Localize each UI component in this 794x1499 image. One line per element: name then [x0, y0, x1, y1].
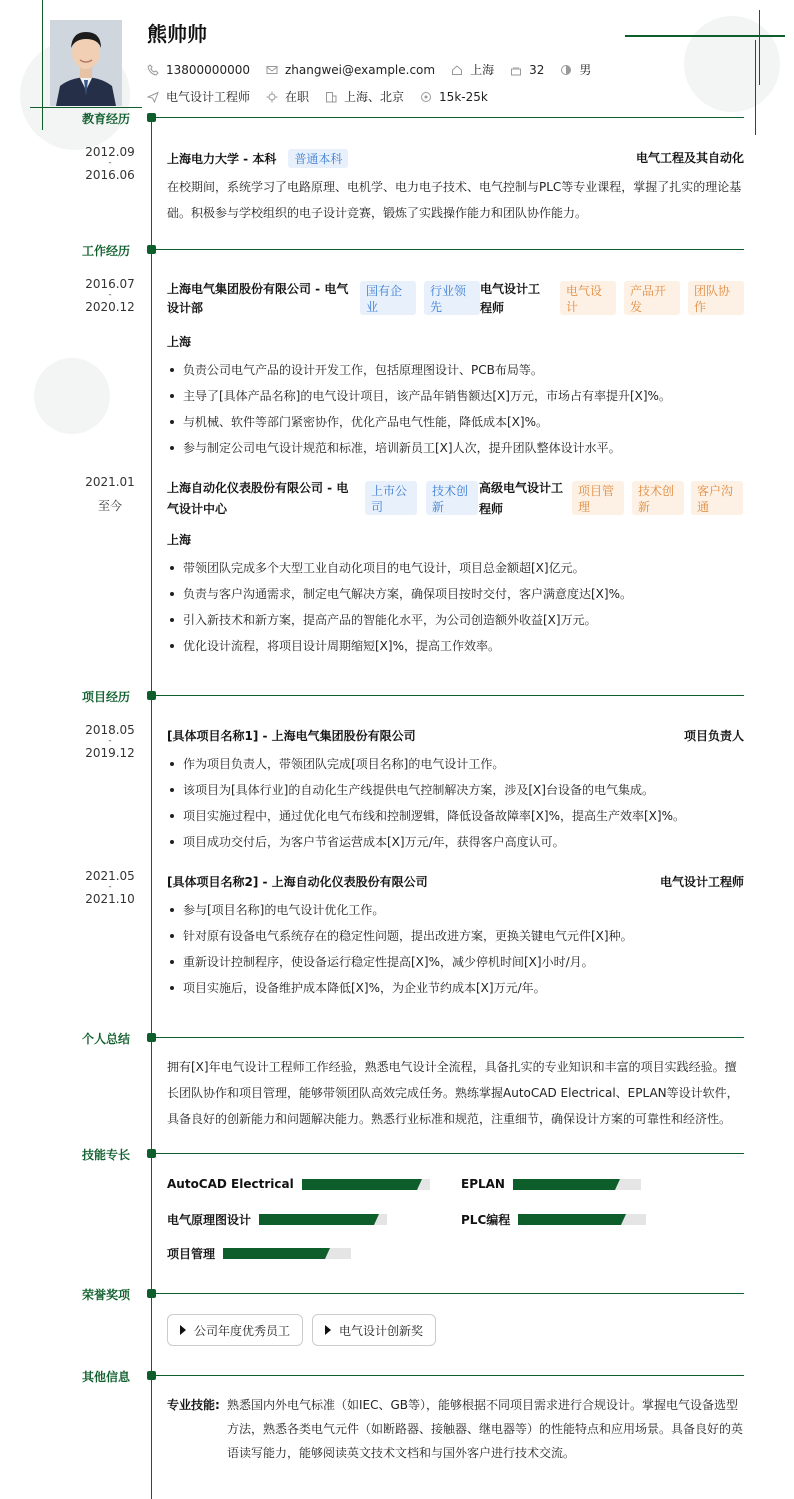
date-start: 2016.07: [85, 277, 135, 291]
play-icon: [180, 1325, 186, 1335]
summary-text: 拥有[X]年电气设计工程师工作经验，熟悉电气设计全流程，具备扎实的专业知识和丰富的项目实践经验。擅长团队协作和项目管理，能够带领团队高效完成任务。熟练掌握AutoCAD Electrical、EPLAN等设计软件，具备良好的创新能力和问题解决能力。熟悉行业标准和规范，注重细节，确保设计方案的可靠性和经济性。: [167, 1060, 739, 1126]
date-dash: -: [108, 290, 112, 300]
decor-line-v1: [42, 0, 43, 130]
date-start: 2012.09: [85, 145, 135, 159]
status-value: 在职: [285, 90, 310, 104]
skill-tag: 项目管理: [572, 481, 624, 515]
section-rule: [156, 1375, 744, 1376]
skill-item: [167, 1177, 430, 1191]
section-dot: [147, 1289, 156, 1298]
mail-icon: [266, 64, 278, 76]
salary-value: 15k-25k: [439, 89, 488, 104]
section-title-skills: 技能专长: [82, 1148, 131, 1162]
date-end: 2021.10: [85, 892, 135, 906]
list-item: 引入新技术和新方案，提高产品的智能化水平，为公司创造额外收益[X]万元。: [167, 607, 744, 633]
skill-bar-fill: [302, 1179, 417, 1190]
skill-name: EPLAN: [461, 1177, 505, 1191]
work-location: 上海: [167, 533, 192, 547]
list-item: 优化设计流程，将项目设计周期缩短[X]%，提高工作效率。: [167, 633, 744, 659]
section-dot: [147, 1033, 156, 1042]
list-item: 负责与客户沟通需求，制定电气解决方案，确保项目按时交付，客户满意度达[X]%。: [167, 581, 744, 607]
project-date: [70, 868, 150, 907]
list-item: 参与制定公司电气设计规范和标准，培训新员工[X]人次，提升团队整体设计水平。: [167, 435, 744, 461]
section-rule: [156, 117, 744, 118]
gender-icon: [560, 64, 572, 76]
other-text: 熟悉国内外电气标准（如IEC、GB等），能够根据不同项目需求进行合规设计。掌握电气设备选型方法，熟悉各类电气元件（如断路器、接触器、继电器等）的性能特点和应用场景。具备良好的英语读写能力，能够阅读英文技术文档和与国外客户进行技术交流。: [227, 1398, 744, 1460]
work-date: [70, 276, 150, 315]
send-icon: [147, 91, 159, 103]
phone-icon: [147, 64, 159, 76]
decor-line-v2: [759, 10, 760, 85]
skill-tag: 技术创新: [632, 481, 684, 515]
skill-item: [167, 1245, 351, 1262]
salary: [420, 90, 488, 104]
list-item: 该项目为[具体行业]的自动化生产线提供电气控制解决方案，涉及[X]台设备的电气集成。: [167, 777, 744, 803]
project-date: [70, 722, 150, 761]
role: 电气设计工程师: [480, 282, 541, 315]
skill-bar-fill: [513, 1179, 615, 1190]
section-title-other: 其他信息: [82, 1370, 131, 1384]
list-item: 项目成功交付后，为客户节省运营成本[X]万元/年，获得客户高度认可。: [167, 829, 744, 855]
list-item: 负责公司电气产品的设计开发工作，包括原理图设计、PCB布局等。: [167, 357, 744, 383]
avatar: [50, 20, 122, 106]
company-tag: 技术创新: [426, 481, 478, 515]
skill-bar: [223, 1248, 351, 1259]
work-date: [70, 474, 150, 514]
project-title: [具体项目名称2] - 上海自动化仪表股份有限公司: [167, 875, 428, 889]
target-city-value: 上海、北京: [344, 90, 405, 104]
education-header: [167, 149, 348, 168]
skill-tag: 产品开发: [624, 281, 680, 315]
skill-tag: 客户沟通: [691, 481, 743, 515]
gender-value: 男: [579, 63, 592, 77]
award-badge: [312, 1314, 436, 1346]
contact-row: [147, 61, 607, 78]
skill-item: [461, 1211, 646, 1228]
list-item: 与机械、软件等部门紧密协作，优化产品电气性能，降低成本[X]%。: [167, 409, 744, 435]
project-bullets: [167, 751, 744, 855]
position-value: 电气设计工程师: [166, 90, 251, 104]
skill-item: [461, 1177, 641, 1191]
section-title-project: 项目经历: [82, 690, 131, 704]
skill-tag: 电气设计: [560, 281, 616, 315]
education-date: [70, 144, 150, 183]
section-title-education: 教育经历: [82, 112, 131, 126]
position: [147, 88, 250, 105]
list-item: 主导了[具体产品名称]的电气设计项目，该产品年销售额达[X]万元，市场占有率提升[X]%。: [167, 383, 744, 409]
date-start: 2021.01: [85, 475, 135, 489]
skill-item: [167, 1211, 387, 1228]
section-dot: [147, 245, 156, 254]
section-dot: [147, 1371, 156, 1380]
gender: [560, 61, 591, 78]
skill-tag: 团队协作: [688, 281, 744, 315]
profile-header: [50, 16, 750, 108]
project-bullets: [167, 897, 744, 1001]
work-header: [167, 478, 744, 518]
date-start: 2021.05: [85, 869, 135, 883]
age-icon: [510, 64, 522, 76]
money-icon: [420, 91, 432, 103]
email-value: zhangwei@example.com: [284, 62, 436, 77]
list-item: 带领团队完成多个大型工业自动化项目的电气设计，项目总金额超[X]亿元。: [167, 555, 744, 581]
skill-bar: [259, 1214, 387, 1225]
age: [510, 63, 544, 77]
date-end: 2020.12: [85, 300, 135, 314]
skill-bar: [302, 1179, 430, 1190]
section-dot: [147, 691, 156, 700]
school-name: 上海电力大学 - 本科: [167, 152, 277, 166]
status: [266, 88, 309, 105]
work-bullets: [167, 357, 744, 461]
company-tag: 国有企业: [360, 281, 416, 315]
status-icon: [266, 91, 278, 103]
date-dash: -: [108, 736, 112, 746]
work-bullets: [167, 555, 744, 659]
skill-name: 项目管理: [167, 1247, 216, 1261]
skill-name: PLC编程: [461, 1213, 511, 1227]
skill-name: AutoCAD Electrical: [167, 1177, 294, 1191]
decor-circle-left-mid: [34, 358, 110, 434]
skill-bar-fill: [223, 1248, 325, 1259]
section-rule: [156, 249, 744, 250]
date-start: 2018.05: [85, 723, 135, 737]
date-end: 2016.06: [85, 168, 135, 182]
company-tag: 行业领先: [424, 281, 480, 315]
section-dot: [147, 113, 156, 122]
date-end: 2019.12: [85, 746, 135, 760]
building-icon: [325, 91, 337, 103]
list-item: 作为项目负责人，带领团队完成[项目名称]的电气设计工作。: [167, 751, 744, 777]
skill-bar: [513, 1179, 641, 1190]
education-major: 电气工程及其自动化: [635, 151, 744, 165]
skill-bar-fill: [259, 1214, 374, 1225]
award-badge: [167, 1314, 303, 1346]
decor-line-v3: [755, 40, 756, 135]
education-desc: 在校期间，系统学习了电路原理、电机学、电力电子技术、电气控制与PLC等专业课程，掌握了扎实的理论基础。积极参与学校组织的电子设计竞赛，锻炼了实践操作能力和团队协作能力。: [167, 180, 742, 220]
company-name: 上海电气集团股份有限公司 - 电气设计部: [167, 282, 349, 315]
list-item: 重新设计控制程序，使设备运行稳定性提高[X]%，减少停机时间[X]小时/月。: [167, 949, 744, 975]
phone-value: 13800000000: [166, 62, 250, 77]
name: 熊帅帅: [147, 22, 207, 46]
age-value: 32: [529, 62, 545, 77]
project-role: 电气设计工程师: [659, 875, 744, 889]
section-rule: [156, 1153, 744, 1154]
play-icon: [325, 1325, 331, 1335]
section-title-summary: 个人总结: [82, 1032, 131, 1046]
date-dash: -: [108, 158, 112, 168]
education-tag: 普通本科: [288, 149, 348, 168]
award-label: 电气设计创新奖: [339, 1323, 424, 1338]
list-item: 项目实施过程中，通过优化电气布线和控制逻辑，降低设备故障率[X]%，提高生产效率[X]%。: [167, 803, 744, 829]
skill-bar-fill: [518, 1214, 620, 1225]
section-dot: [147, 1149, 156, 1158]
work-location: 上海: [167, 335, 192, 349]
city-value: 上海: [470, 63, 495, 77]
phone: [147, 63, 250, 77]
section-rule: [156, 695, 744, 696]
city: [451, 61, 494, 78]
award-label: 公司年度优秀员工: [194, 1323, 291, 1338]
section-rule: [156, 1293, 744, 1294]
role: 高级电气设计工程师: [479, 481, 564, 516]
section-title-work: 工作经历: [82, 244, 131, 258]
work-header: [167, 280, 744, 320]
date-end: 至今: [97, 499, 122, 513]
section-title-awards: 荣誉奖项: [82, 1288, 131, 1302]
skill-name: 电气原理图设计: [167, 1213, 252, 1227]
company-name: 上海自动化仪表股份有限公司 - 电气设计中心: [167, 481, 349, 516]
target-city: [325, 88, 404, 105]
date-dash: -: [108, 882, 112, 892]
project-role: 项目负责人: [683, 729, 744, 743]
home-icon: [451, 64, 463, 76]
other-label: 专业技能:: [167, 1398, 220, 1412]
job-row: [147, 88, 504, 105]
list-item: 项目实施后，设备维护成本降低[X]%，为企业节约成本[X]万元/年。: [167, 975, 744, 1001]
skill-bar: [518, 1214, 646, 1225]
project-title: [具体项目名称1] - 上海电气集团股份有限公司: [167, 729, 416, 743]
company-tag: 上市公司: [365, 481, 417, 515]
list-item: 针对原有设备电气系统存在的稳定性问题，提出改进方案，更换关键电气元件[X]种。: [167, 923, 744, 949]
section-rule: [156, 1037, 744, 1038]
email: [266, 63, 435, 77]
list-item: 参与[项目名称]的电气设计优化工作。: [167, 897, 744, 923]
